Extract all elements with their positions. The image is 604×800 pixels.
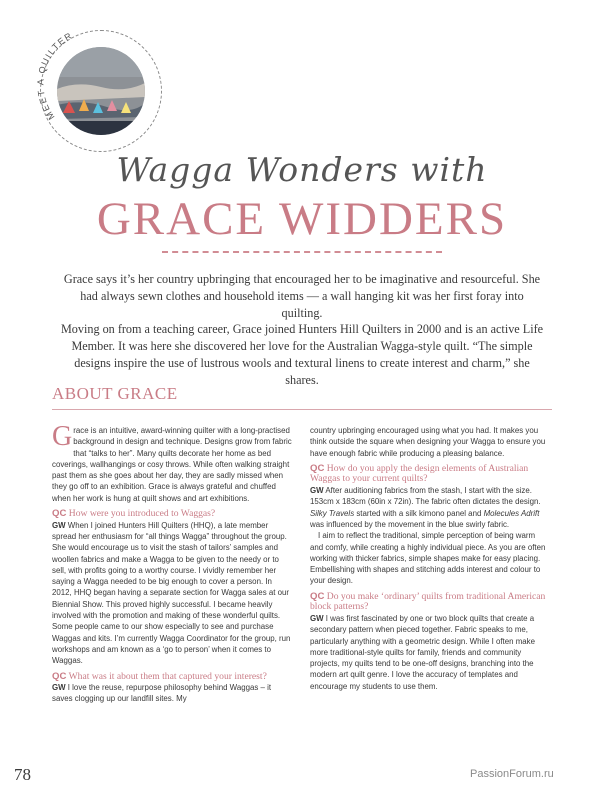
question-tag: QC	[310, 462, 325, 474]
section-heading: ABOUT GRACE	[52, 384, 178, 403]
meet-a-quilter-badge	[35, 25, 167, 157]
answer-text: When I joined Hunters Hill Quilters (HHQ), a late member spread her enthusiasm for “all things Wagga” throughout the group. She would encourage us to visit the stash of tailors’ samples and woollen fabrics and make a Wagga to be given to the needy or to sell, with profits going to a worthy course. I vividly remember her saying a Wagga needed to be big enough to cover a person. In 2012, HHQ began having a separate section for Wagga sales at our Biennial Show. This proved highly successful. I became heavily involved with the promotion and making of these wonderful quilts. Some people came to our show especially to see and purchase Waggas and kits. I’m currently Wagga Coordinator for the group, run workshops and am known as a ‘go to person’ when it comes to Waggas.	[52, 520, 291, 666]
question-text: Do you make ‘ordinary’ quilts from traditional American block patterns?	[310, 590, 546, 613]
answer-text: I was first fascinated by one or two block quilts that create a secondary pattern when pieced together. Fabric speaks to me, particularly anything with a geometric design. While I often make more traditional-style quilts for family, friends and community projects, my quilts tend to be one-off designs, branching into the modern art quilt genre. I love the accuracy of templates and encourage my students to use them.	[310, 613, 535, 691]
answer-paragraph	[52, 682, 292, 705]
badge-arc-text	[35, 25, 167, 157]
section-rule	[52, 409, 552, 410]
answer-text: started with a silk kimono panel and	[356, 508, 482, 518]
question-heading	[52, 509, 292, 520]
badge-label: MEET A QUILTER	[35, 30, 75, 122]
quilt-name: Silky Travels	[310, 508, 355, 518]
answer-tag: GW	[52, 683, 66, 693]
question-text: How do you apply the design elements of Australian Waggas to your current quilts?	[310, 462, 529, 485]
answer-paragraph	[52, 520, 292, 667]
drop-cap: G	[52, 421, 73, 452]
watermark: PassionForum.ru	[470, 768, 554, 780]
right-column	[310, 425, 550, 692]
answer-tag: GW	[310, 613, 324, 623]
answer-text: was influenced by the movement in the blue swirly fabric.	[310, 519, 510, 529]
question-heading	[52, 672, 292, 683]
intro-paragraph: Moving on from a teaching career, Grace joined Hunters Hill Quilters in 2000 and is an active Life Member. It was here she discovered her love for the Australian Wagga-style quilt. “The simple designs inspire the use of lustrous wools and textural linens to create interest and charm,” she shares.	[60, 322, 544, 387]
answer-tag: GW	[310, 486, 324, 496]
svg-text:MEET A QUILTER	[35, 30, 74, 122]
question-heading	[310, 464, 550, 485]
answer-paragraph	[310, 485, 550, 530]
continued-paragraph: country upbringing encouraged using what you had. It makes you think outside the square when designing your Wagga to ensure you have enough fabric while producing a pleasing balance.	[310, 426, 546, 458]
answer-paragraph: I aim to reflect the traditional, simple perception of being warm and comfy, while creating a highly individual piece. As you are often working with thicker fabrics, simple shapes make for easy placing. Embellishing with shapes and stitching adds interest and colour to your design.	[310, 531, 546, 586]
answer-paragraph	[310, 613, 550, 692]
bio-text: race is an intuitive, award-winning quilter with a long-practised background in design and technique. Designs grow from fabric that “talks to her”. Many quilts decorate her home as bed coverings, wallhangings or cosy throws. While often walking straight past them as she goes about her day, they are sadly missed when they go off to an exhibition. Grace is always grateful and chuffed when her work is hung at quilt shows and art exhibitions.	[52, 426, 292, 503]
intro-block	[60, 271, 544, 389]
question-text: What was it about them that captured your interest?	[68, 670, 267, 682]
title-divider	[162, 251, 442, 253]
question-heading	[310, 592, 550, 613]
page-title: GRACE WIDDERS	[96, 193, 508, 245]
answer-text: I love the reuse, repurpose philosophy behind Waggas – it saves clogging up our landfill sites. My	[52, 683, 272, 704]
title-script: Wagga Wonders with	[116, 150, 488, 189]
bio-paragraph	[52, 421, 292, 504]
left-column	[52, 421, 292, 705]
intro-paragraph: Grace says it’s her country upbringing that encouraged her to be imaginative and resourceful. She had always sewn clothes and household items — a wall hanging kit was her first foray into quilting.	[63, 272, 541, 320]
answer-text: After auditioning fabrics from the stash, I start with the size. 153cm x 183cm (60in x 72in). The fabric often dictates the design.	[310, 486, 541, 507]
question-tag: QC	[310, 590, 325, 602]
page-number: 78	[14, 765, 31, 784]
quilt-name: Molecules Adrift	[483, 508, 540, 518]
question-text: How were you introduced to Waggas?	[68, 508, 216, 520]
answer-tag: GW	[52, 520, 66, 530]
question-tag: QC	[52, 670, 67, 682]
question-tag: QC	[52, 508, 67, 520]
